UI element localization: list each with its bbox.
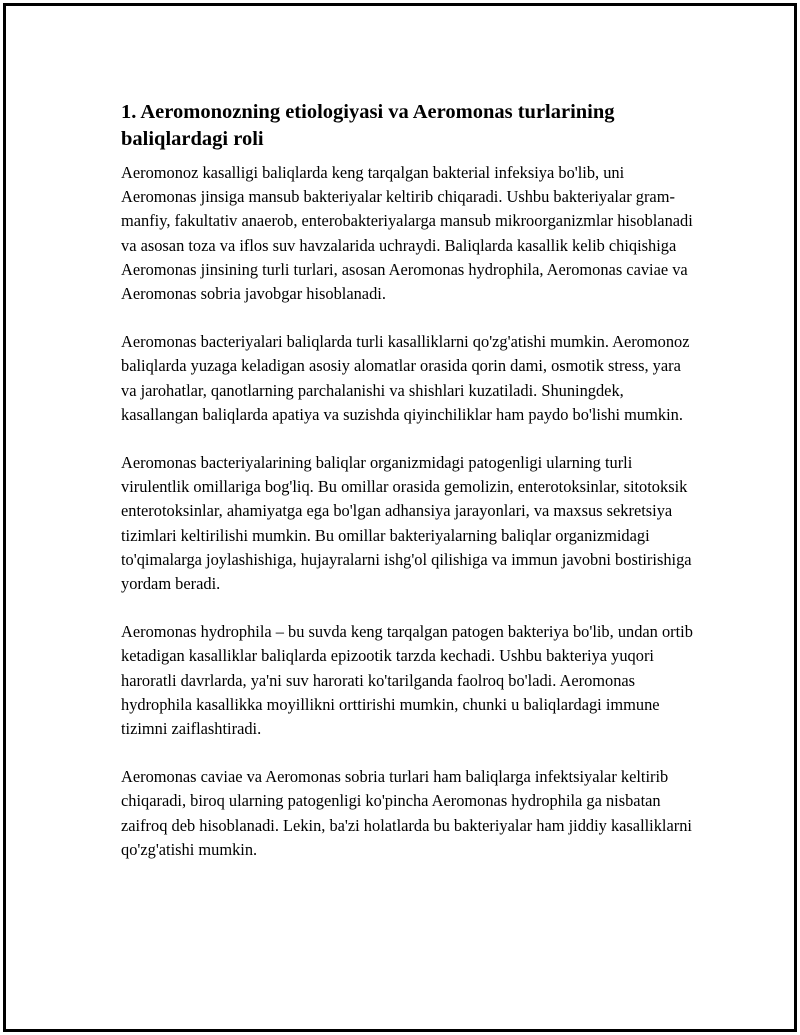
paragraph-4: Aeromonas hydrophila – bu suvda keng tarqalgan patogen bakteriya bo'lib, undan ortib ketadigan kasalliklar baliqlarda epizootik tarzda kechadi. Ushbu bakteriya yuqori haroratli davrlarda, ya'ni suv harorati ko'tarilganda faolroq bo'ladi. Aeromonas hydrophila kasallikka moyillikni orttirishi mumkin, chunki u baliqlardagi immune tizimni zaiflashtiradi. [121,622,693,739]
page-frame [3,3,797,1032]
paragraph-3: Aeromonas bacteriyalarining baliqlar organizmidagi patogenligi ularning turli virulentlik omillariga bog'liq. Bu omillar orasida gemolizin, enterotoksinlar, sitotoksik enterotoksinlar, ahamiyatga ega bo'lgan adhansiya jarayonlari, va maxsus sekretsiya tizimlari keltirilishi mumkin. Bu omillar bakteriyalarning baliqlar organizmidagi to'qimalarga joylashishiga, hujayralarni ishg'ol qilishiga va immun javobni bostirishiga yordam beradi. [121,453,692,594]
section-heading: 1. Aeromonozning etiologiyasi va Aeromonas turlarining baliqlardagi roli [121,101,615,150]
paragraph-2: Aeromonas bacteriyalari baliqlarda turli kasalliklarni qo'zg'atishi mumkin. Aeromonoz baliqlarda yuzaga keladigan asosiy alomatlar orasida qorin dami, osmotik stress, yara va jarohatlar, qanotlarning parchalanishi va shishlari kuzatiladi. Shuningdek, kasallangan baliqlarda apatiya va suzishda qiyinchiliklar ham paydo bo'lishi mumkin. [121,332,690,424]
document-body [121,99,696,886]
paragraph-5: Aeromonas caviae va Aeromonas sobria turlari ham baliqlarga infektsiyalar keltirib chiqaradi, biroq ularning patogenligi ko'pincha Aeromonas hydrophila ga nisbatan zaifroq deb hisoblanadi. Lekin, ba'zi holatlarda bu bakteriyalar ham jiddiy kasalliklarni qo'zg'atishi mumkin. [121,767,692,859]
paragraph-1: Aeromonoz kasalligi baliqlarda keng tarqalgan bakterial infeksiya bo'lib, uni Aeromonas jinsiga mansub bakteriyalar keltirib chiqaradi. Ushbu bakteriyalar gram-manfiy, fakultativ anaerob, enterobakteriyalarga mansub mikroorganizmlar hisoblanadi va asosan toza va iflos suv havzalarida uchraydi. Baliqlarda kasallik kelib chiqishiga Aeromonas jinsining turli turlari, asosan Aeromonas hydrophila, Aeromonas caviae va Aeromonas sobria javobgar hisoblanadi. [121,163,693,304]
